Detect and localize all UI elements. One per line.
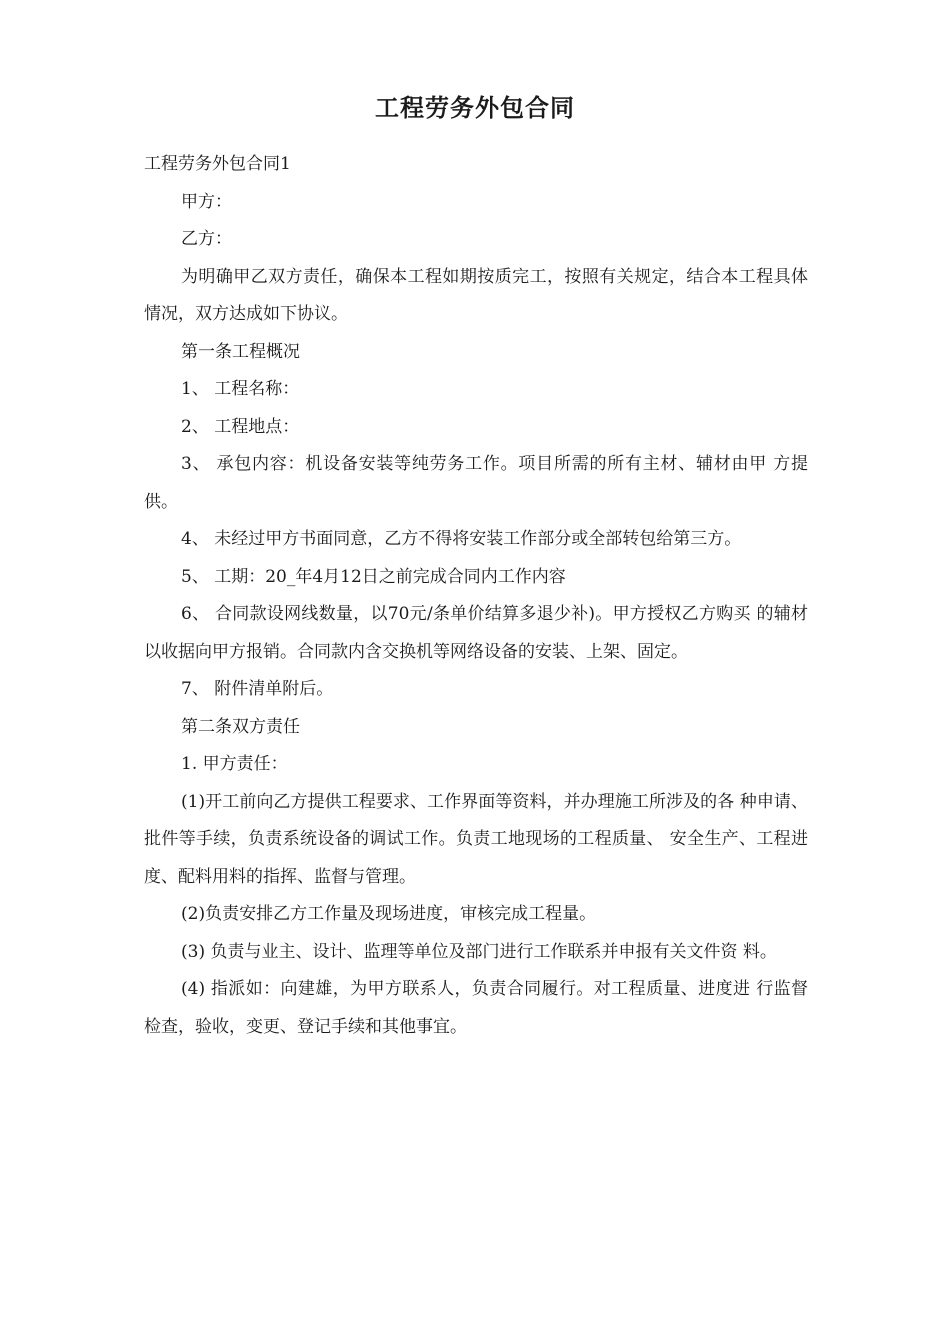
party-a-duty-3: (3) 负责与业主、设计、监理等单位及部门进行工作联系并申报有关文件资 料。 bbox=[181, 941, 777, 962]
preamble-paragraph: 为明确甲乙双方责任，确保本工程如期按质完工，按照有关规定，结合本工程具体情况，双方达成如下协议。 bbox=[144, 266, 808, 324]
article-1-item-6: 6、 合同款设网线数量，以70元/条单价结算多退少补)。甲方授权乙方购买 的辅材以收据向甲方报销。合同款内含交换机等网络设备的安装、上架、固定。 bbox=[144, 604, 808, 662]
article-1-item-3: 3、 承包内容：机设备安装等纯劳务工作。项目所需的所有主材、辅材由甲 方提供。 bbox=[144, 454, 808, 512]
article-1-item-4: 4、 未经过甲方书面同意，乙方不得将安装工作部分或全部转包给第三方。 bbox=[181, 529, 742, 549]
party-b-line: 乙方： bbox=[181, 229, 232, 249]
party-a-line: 甲方： bbox=[181, 191, 232, 212]
article-1-item-5: 5、 工期：20_年4月12日之前完成合同内工作内容 bbox=[181, 566, 566, 587]
party-a-duty-2: (2)负责安排乙方工作量及现场进度，审核完成工程量。 bbox=[181, 904, 597, 924]
article-1-item-7: 7、 附件清单附后。 bbox=[181, 679, 334, 699]
document-body bbox=[144, 146, 808, 1046]
doc-subtitle: 工程劳务外包合同1 bbox=[144, 154, 291, 174]
article-2-heading: 第二条双方责任 bbox=[181, 716, 300, 737]
article-1-item-1: 1、 工程名称： bbox=[181, 379, 300, 399]
party-a-duties-heading: 1. 甲方责任： bbox=[181, 754, 288, 774]
party-a-duty-1: (1)开工前向乙方提供工程要求、工作界面等资料，并办理施工所涉及的各 种申请、批件等手续，负责系统设备的调试工作。负责工地现场的工程质量、 安全生产、工程进度、配料用料的指挥、监督与管理。 bbox=[144, 791, 808, 887]
article-1-heading: 第一条工程概况 bbox=[181, 341, 300, 362]
article-1-item-2: 2、 工程地点： bbox=[181, 416, 300, 437]
document-title: 工程劳务外包合同 bbox=[375, 94, 575, 122]
party-a-duty-4: (4) 指派如：向建雄，为甲方联系人，负责合同履行。对工程质量、进度进 行监督检查，验收，变更、登记手续和其他事宜。 bbox=[144, 979, 808, 1037]
